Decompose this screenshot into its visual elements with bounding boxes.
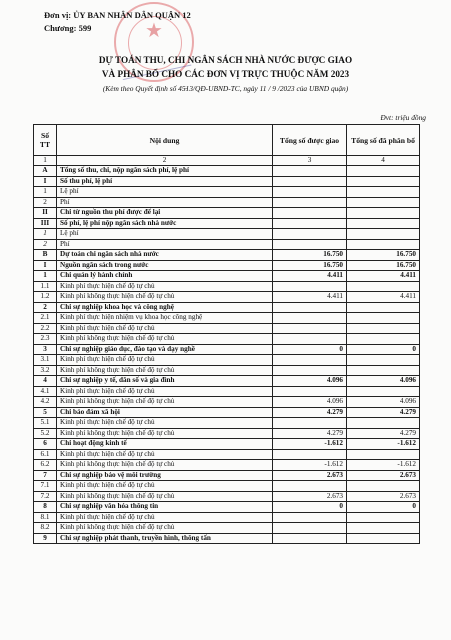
row-content-cell: Kinh phí không thực hiện chế độ tự chủ [57,397,273,408]
row-number-cell: 2.3 [34,334,57,345]
row-allocated-cell [347,418,420,429]
table-row [34,166,420,177]
row-content-cell: Chi bảo đảm xã hội [57,407,273,418]
row-allocated-cell [347,334,420,345]
row-number-cell: I [34,260,57,271]
row-number-cell: 7 [34,470,57,481]
row-assigned-cell [273,523,347,534]
row-content-cell: Kinh phí không thực hiện chế độ tự chủ [57,523,273,534]
row-allocated-cell [347,481,420,492]
row-content-cell: Kinh phí thực hiện nhiệm vụ khoa học công nghệ [57,313,273,324]
row-assigned-cell [273,313,347,324]
row-number-cell: 6 [34,439,57,450]
row-content-cell: Kinh phí thực hiện chế độ tự chủ [57,323,273,334]
table-row [34,376,420,387]
row-assigned-cell: 4.411 [273,271,347,282]
row-allocated-cell: 2.673 [347,470,420,481]
row-assigned-cell: 0 [273,502,347,513]
header-allocated: Tổng số đã phân bổ [347,125,420,156]
row-number-cell: A [34,166,57,177]
row-allocated-cell [347,355,420,366]
row-assigned-cell [273,481,347,492]
row-allocated-cell [347,365,420,376]
table-row [34,533,420,544]
table-row [34,334,420,345]
row-number-cell: 2.2 [34,323,57,334]
row-number-cell: I [34,176,57,187]
table-row [34,271,420,282]
row-allocated-cell: 4.411 [347,271,420,282]
row-allocated-cell [347,313,420,324]
document-title-line1: DỰ TOÁN THU, CHI NGÂN SÁCH NHÀ NƯỚC ĐƯỢC GIAO [98,55,353,65]
row-number-cell: 2 [34,302,57,313]
row-number-cell: 5.1 [34,418,57,429]
table-row [34,512,420,523]
row-allocated-cell: 16.750 [347,260,420,271]
table-row [34,281,420,292]
row-content-cell: Chi sự nghiệp văn hóa thông tin [57,502,273,513]
row-content-cell: Phí [57,197,273,208]
table-row [34,239,420,250]
row-allocated-cell: 16.750 [347,250,420,261]
budget-table [33,124,420,544]
row-content-cell: Kinh phí không thực hiện chế độ tự chủ [57,365,273,376]
row-allocated-cell [347,323,420,334]
row-number-cell: 4 [34,376,57,387]
document-title-line2: VÀ PHÂN BỔ CHO CÁC ĐƠN VỊ TRỰC THUỘC NĂM 2023 [101,69,350,79]
row-number-cell: 2 [34,239,57,250]
row-allocated-cell [347,187,420,198]
table-row [34,292,420,303]
row-number-cell: II [34,208,57,219]
table-row [34,250,420,261]
table-row [34,439,420,450]
row-number-cell: 2 [34,197,57,208]
row-content-cell: Chi sự nghiệp khoa học và công nghệ [57,302,273,313]
table-row [34,418,420,429]
table-row [34,218,420,229]
row-assigned-cell [273,302,347,313]
row-content-cell: Kinh phí không thực hiện chế độ tự chủ [57,460,273,471]
row-content-cell: Nguồn ngân sách trong nước [57,260,273,271]
row-content-cell: Kinh phí thực hiện chế độ tự chủ [57,481,273,492]
table-row [34,449,420,460]
table-row [34,229,420,240]
table-row [34,260,420,271]
row-content-cell: Kinh phí thực hiện chế độ tự chủ [57,512,273,523]
row-content-cell: Chi sự nghiệp phát thanh, truyền hình, thông tấn [57,533,273,544]
row-assigned-cell [273,334,347,345]
row-assigned-cell: 4.279 [273,428,347,439]
table-row [34,302,420,313]
table-row [34,397,420,408]
row-content-cell: Kinh phí không thực hiện chế độ tự chủ [57,292,273,303]
row-number-cell: III [34,218,57,229]
row-allocated-cell [347,512,420,523]
row-content-cell: Lệ phí [57,187,273,198]
row-content-cell: Chi hoạt động kinh tế [57,439,273,450]
row-assigned-cell [273,386,347,397]
row-allocated-cell [347,239,420,250]
table-row [34,470,420,481]
row-number-cell: 1 [34,271,57,282]
row-assigned-cell: 16.750 [273,260,347,271]
row-allocated-cell: 4.279 [347,407,420,418]
row-assigned-cell: 4.411 [273,292,347,303]
table-row [34,187,420,198]
table-row [34,460,420,471]
row-content-cell: Chi sự nghiệp giáo dục, đào tạo và dạy nghề [57,344,273,355]
row-content-cell: Chi quản lý hành chính [57,271,273,282]
row-number-cell: 4.1 [34,386,57,397]
row-content-cell: Lệ phí [57,229,273,240]
row-assigned-cell [273,533,347,544]
row-number-cell: 8 [34,502,57,513]
row-number-cell: 7.2 [34,491,57,502]
index-cell: 4 [347,156,420,166]
seal-star-icon: ★ [145,20,163,42]
table-row [34,428,420,439]
header-content: Nội dung [57,125,273,156]
row-number-cell: 5 [34,407,57,418]
row-allocated-cell: 0 [347,344,420,355]
row-allocated-cell [347,533,420,544]
table-row [34,344,420,355]
row-assigned-cell [273,512,347,523]
row-assigned-cell [273,418,347,429]
row-allocated-cell [347,302,420,313]
row-allocated-cell [347,386,420,397]
row-content-cell: Số phí, lệ phí nộp ngân sách nhà nước [57,218,273,229]
row-content-cell: Kinh phí thực hiện chế độ tự chủ [57,386,273,397]
row-allocated-cell: -1.612 [347,439,420,450]
row-allocated-cell [347,208,420,219]
row-assigned-cell: 2.673 [273,470,347,481]
row-allocated-cell [347,197,420,208]
table-row [34,313,420,324]
row-assigned-cell: 2.673 [273,491,347,502]
row-number-cell: 4.2 [34,397,57,408]
table-row [34,502,420,513]
row-number-cell: 3 [34,344,57,355]
row-assigned-cell: 4.096 [273,376,347,387]
row-content-cell: Kinh phí thực hiện chế độ tự chủ [57,355,273,366]
row-number-cell: 6.1 [34,449,57,460]
row-number-cell: 8.2 [34,523,57,534]
row-allocated-cell: 4.279 [347,428,420,439]
table-row [34,481,420,492]
row-content-cell: Chi từ nguồn thu phí được để lại [57,208,273,219]
table-row [34,208,420,219]
index-cell: 1 [34,156,57,166]
header-stt: Số TT [34,125,57,156]
chapter-code: Chương: 599 [44,23,92,33]
table-row [34,197,420,208]
row-content-cell: Kinh phí thực hiện chế độ tự chủ [57,418,273,429]
document-subtitle: (Kèm theo Quyết định số 45̶13/QĐ-UBND-TC, ngày 11 / 9 /2023 của UBND quận) [102,84,349,93]
row-assigned-cell [273,355,347,366]
table-row [34,491,420,502]
row-content-cell: Phí [57,239,273,250]
row-allocated-cell [347,176,420,187]
row-number-cell: 3.2 [34,365,57,376]
row-assigned-cell [273,197,347,208]
row-assigned-cell [273,449,347,460]
row-allocated-cell [347,166,420,177]
row-assigned-cell [273,187,347,198]
table-header-row [34,125,420,156]
row-allocated-cell: 2.673 [347,491,420,502]
row-assigned-cell: 4.096 [273,397,347,408]
row-allocated-cell: 0 [347,502,420,513]
row-content-cell: Chi sự nghiệp y tế, dân số và gia đình [57,376,273,387]
row-allocated-cell [347,449,420,460]
row-assigned-cell: 4.279 [273,407,347,418]
row-number-cell: 1 [34,229,57,240]
row-assigned-cell [273,166,347,177]
row-allocated-cell: -1.612 [347,460,420,471]
row-content-cell: Kinh phí không thực hiện chế độ tự chủ [57,491,273,502]
row-content-cell: Kinh phí thực hiện chế độ tự chủ [57,449,273,460]
index-cell: 3 [273,156,347,166]
row-assigned-cell [273,323,347,334]
row-allocated-cell [347,218,420,229]
row-assigned-cell: 0 [273,344,347,355]
table-row [34,523,420,534]
row-content-cell: Tổng số thu, chi, nộp ngân sách phí, lệ phí [57,166,273,177]
row-content-cell: Kinh phí không thực hiện chế độ tự chủ [57,428,273,439]
row-number-cell: 1.2 [34,292,57,303]
issuing-unit: Đơn vị: ỦY BAN NHÂN DÂN QUẬN 12 [44,10,191,20]
index-cell: 2 [57,156,273,166]
row-content-cell: Số thu phí, lệ phí [57,176,273,187]
row-allocated-cell [347,523,420,534]
row-content-cell: Kinh phí không thực hiện chế độ tự chủ [57,334,273,345]
table-row [34,365,420,376]
row-number-cell: 3.1 [34,355,57,366]
row-assigned-cell [273,208,347,219]
row-allocated-cell [347,229,420,240]
row-number-cell: 8.1 [34,512,57,523]
row-number-cell: 1 [34,187,57,198]
row-number-cell: 5.2 [34,428,57,439]
row-assigned-cell [273,281,347,292]
table-row [34,407,420,418]
row-content-cell: Kinh phí thực hiện chế độ tự chủ [57,281,273,292]
row-allocated-cell [347,281,420,292]
row-assigned-cell: -1.612 [273,460,347,471]
table-row [34,176,420,187]
row-assigned-cell [273,218,347,229]
row-content-cell: Dự toán chi ngân sách nhà nước [57,250,273,261]
row-assigned-cell [273,176,347,187]
row-assigned-cell [273,239,347,250]
row-assigned-cell [273,365,347,376]
column-index-row [34,156,420,166]
row-number-cell: 7.1 [34,481,57,492]
row-allocated-cell: 4.411 [347,292,420,303]
currency-unit-note: Đvt: triệu đồng [380,113,426,122]
row-allocated-cell: 4.096 [347,376,420,387]
table-row [34,355,420,366]
table-row [34,386,420,397]
row-number-cell: 9 [34,533,57,544]
table-row [34,323,420,334]
header-assigned: Tổng số được giao [273,125,347,156]
row-assigned-cell: 16.750 [273,250,347,261]
row-number-cell: B [34,250,57,261]
row-allocated-cell: 4.096 [347,397,420,408]
row-assigned-cell: -1.612 [273,439,347,450]
row-number-cell: 1.1 [34,281,57,292]
row-content-cell: Chi sự nghiệp bảo vệ môi trường [57,470,273,481]
row-number-cell: 2.1 [34,313,57,324]
row-assigned-cell [273,229,347,240]
row-number-cell: 6.2 [34,460,57,471]
